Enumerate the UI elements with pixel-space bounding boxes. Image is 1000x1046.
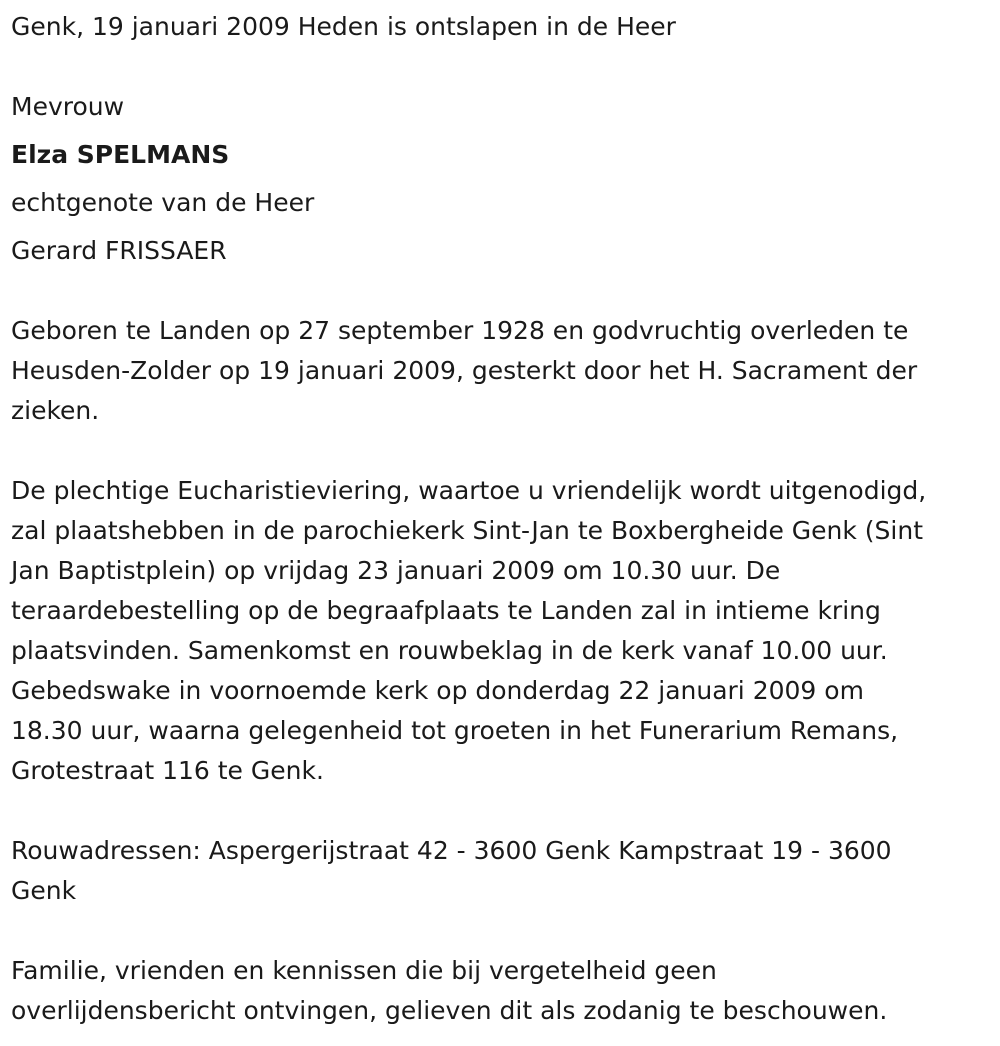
service-line: De plechtige Eucharistieviering, waartoe u vriendelijk wordt uitgenodigd,: [11, 476, 927, 505]
closing-line: overlijdensbericht ontvingen, gelieven dit als zodanig te beschouwen.: [11, 996, 888, 1025]
intro-line: Genk, 19 januari 2009 Heden is ontslapen in de Heer: [11, 12, 676, 41]
service-line: Gebedswake in voornoemde kerk op donderdag 22 januari 2009 om: [11, 676, 864, 705]
relation-line: echtgenote van de Heer: [11, 188, 315, 217]
service-line: Jan Baptistplein) op vrijdag 23 januari 2009 om 10.30 uur. De: [11, 556, 781, 585]
service-line: zal plaatshebben in de parochiekerk Sint-Jan te Boxbergheide Genk (Sint: [11, 516, 924, 545]
address-line: Rouwadressen: Aspergerijstraat 42 - 3600 Genk Kampstraat 19 - 3600: [11, 836, 892, 865]
birth-line: Geboren te Landen op 27 september 1928 en godvruchtig overleden te: [11, 316, 909, 345]
birth-line: zieken.: [11, 396, 100, 425]
closing-line: Familie, vrienden en kennissen die bij vergetelheid geen: [11, 956, 717, 985]
deceased-name: Elza SPELMANS: [11, 140, 230, 169]
address-line: Genk: [11, 876, 77, 905]
service-line: 18.30 uur, waarna gelegenheid tot groeten in het Funerarium Remans,: [11, 716, 899, 745]
spouse-name: Gerard FRISSAER: [11, 236, 227, 265]
service-line: teraardebestelling op de begraafplaats te Landen zal in intieme kring: [11, 596, 881, 625]
birth-line: Heusden-Zolder op 19 januari 2009, gesterkt door het H. Sacrament der: [11, 356, 918, 385]
service-line: plaatsvinden. Samenkomst en rouwbeklag in de kerk vanaf 10.00 uur.: [11, 636, 888, 665]
salutation: Mevrouw: [11, 92, 125, 121]
service-line: Grotestraat 116 te Genk.: [11, 756, 324, 785]
